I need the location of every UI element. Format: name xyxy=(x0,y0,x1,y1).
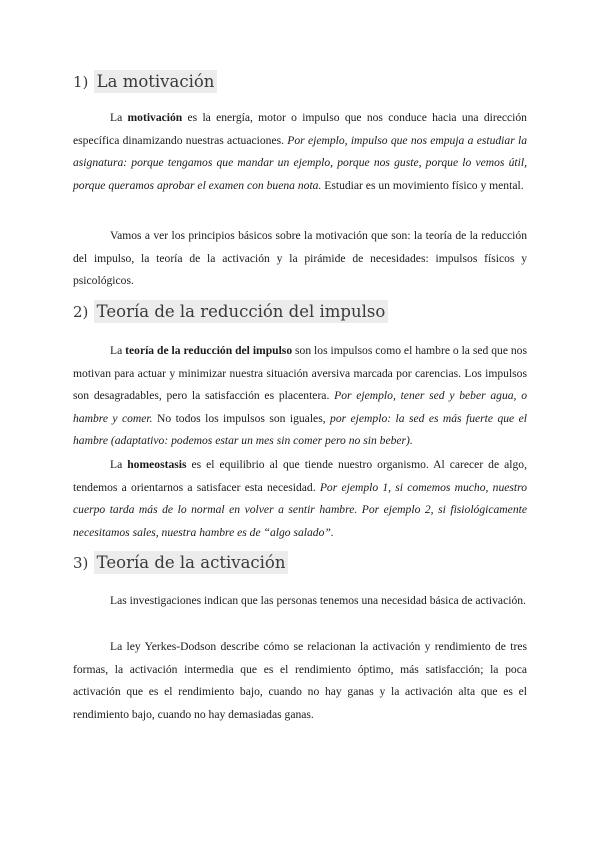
text-span: La xyxy=(110,458,128,471)
section-3-heading xyxy=(73,553,288,572)
section-2-paragraph-2 xyxy=(73,454,527,544)
text-span: No todos los impulsos son iguales, xyxy=(152,411,331,425)
section-2-title: Teoría de la reducción del impulso xyxy=(94,300,389,323)
section-3-title: Teoría de la activación xyxy=(94,551,289,574)
italic-example: Por ejemplo 1, si comemos mucho, nuestro cuerpo tarda más de lo normal en volver a sentir hambre. Por ejemplo 2, si fisiológicamente necesitamos sales, nuestra hambre es de “algo salado”. xyxy=(73,480,527,539)
section-3-number: 3) xyxy=(73,554,89,572)
bold-term: homeostasis xyxy=(127,458,187,471)
italic-example: Por ejemplo, tener sed y beber agua, o hambre y comer. xyxy=(73,389,527,425)
section-1-heading xyxy=(73,72,217,91)
text-span: es el equilibrio al que tiende nuestro organismo. Al carecer de algo, tendemos a orientarnos a satisfacer esta necesidad. xyxy=(73,458,527,494)
section-1-paragraph-2: Vamos a ver los principios básicos sobre la motivación que son: la teoría de la reducción del impulso, la teoría de la activación y la pirámide de necesidades: impulsos físicos y psicológicos. xyxy=(73,229,527,287)
section-1-title: La motivación xyxy=(94,70,218,93)
text-span: La xyxy=(110,344,126,357)
section-2-heading xyxy=(73,302,388,321)
section-3-paragraph-1: Las investigaciones indican que las personas tenemos una necesidad básica de activación. xyxy=(110,594,526,607)
section-1-paragraph-1 xyxy=(73,107,527,197)
text-span: Estudiar es un movimiento físico y mental. xyxy=(321,178,524,192)
section-2-number: 2) xyxy=(73,303,89,321)
bold-term: teoría de la reducción del impulso xyxy=(125,344,293,357)
italic-example: Por ejemplo, impulso que nos empuja a estudiar la asignatura: porque tengamos que mandar un ejemplo, porque nos guste, porque lo vemos útil, porque queramos aprobar el examen con buena nota. xyxy=(73,133,528,192)
text-span: La xyxy=(110,111,128,124)
bold-term: motivación xyxy=(127,111,183,124)
text-span: es la energía, motor o impulso que nos conduce hacia una dirección específica dinamizando nuestras actuaciones. xyxy=(73,111,527,147)
section-3-paragraph-2: La ley Yerkes-Dodson describe cómo se relacionan la activación y rendimiento de tres formas, la activación intermedia que es el rendimiento óptimo, más satisfacción; la poca activación que es el rendimiento bajo, cuando no hay ganas y la activación alta que es el rendimiento bajo, cuando no hay demasiadas ganas. xyxy=(73,640,527,721)
section-1-number: 1) xyxy=(73,73,89,91)
italic-example: por ejemplo: la sed es más fuerte que el hambre (adaptativo: podemos estar un mes sin comer pero no sin beber). xyxy=(73,411,527,447)
text-span: son los impulsos como el hambre o la sed que nos motivan para actuar y minimizar nuestra situación aversiva marcada por carencias. Los impulsos son desagradables, pero la satisfacción es placentera. xyxy=(73,344,527,402)
section-2-paragraph-1 xyxy=(73,340,527,453)
